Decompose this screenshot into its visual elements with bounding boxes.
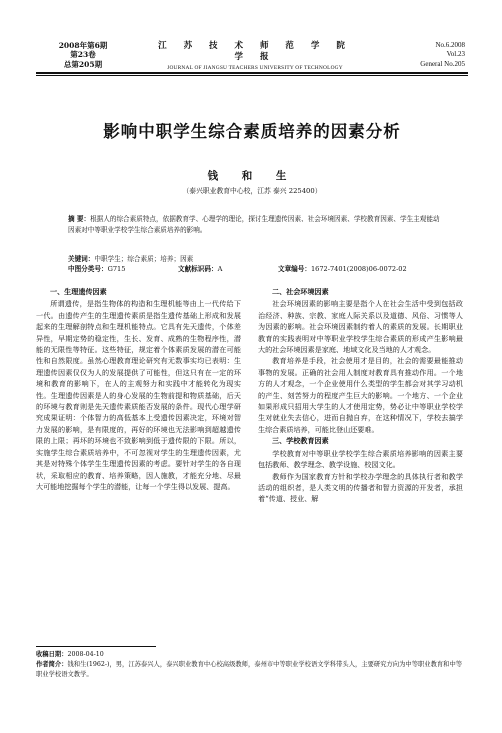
doc-code-label: 文献标识码： — [178, 265, 218, 273]
issue-general-no-en: General No.205 — [420, 59, 465, 68]
footnote — [36, 650, 468, 680]
section-heading-genetic: 一、生理遗传因素 — [50, 287, 107, 296]
author-bio-label: 作者简介： — [36, 661, 68, 668]
issue-no-en: No.6.2008 — [435, 41, 465, 49]
left-column — [36, 286, 241, 492]
received-value: 2008-04-10 — [67, 651, 104, 658]
abstract-label: 摘 要： — [68, 215, 91, 223]
journal-name-cn: 江 苏 技 术 师 范 学 院 学 报 — [158, 41, 352, 62]
paragraph: 学校教育对中等职业学校学生综合素质培养影响的因素主要包括教师、教学理念、教学设施、校园文化。 — [258, 448, 463, 470]
issue-vol-en: Vol.23 — [446, 50, 465, 59]
article-title: 影响中职学生综合素质培养的因素分析 — [103, 122, 401, 141]
doc-code-value: A — [217, 265, 223, 273]
footnote-rule — [36, 646, 156, 647]
abstract — [68, 214, 440, 236]
author-bio — [36, 660, 468, 680]
classification-line — [68, 264, 440, 274]
article-meta — [68, 254, 440, 274]
issue-info — [38, 41, 128, 69]
article-number-value: 1672-7401(2008)06-0072-02 — [310, 265, 407, 273]
section-heading-social: 二、社会环境因素 — [272, 287, 329, 296]
issue-info-en — [385, 41, 465, 69]
keywords-text: 中职学生；综合素质；培养；因素 — [94, 255, 194, 263]
header-rule-thin — [36, 75, 468, 76]
journal-name-en: JOURNAL OF JIANGSU TEACHERS UNIVERSITY OF TECHNOLOGY — [167, 65, 343, 71]
paragraph: 所谓遗传，是指生物体的构造和生理机能等由上一代传给下一代。由遗传产生的生理遗传素质是指生遗传基础上形成和发展起来的生理解剖特点和生理机能特点。它具有先天遗传，个体差异性，早期定势的稳定性，生长、发育、成熟的生物程序性，潜能的无限性等特征。这些特征，规定着个体素质发展的潜在可能性和自然限度。虽然心理教育理论研究有无数事实均已表明：生理遗传因素仅仅为人的发展提供了可能性，但这只有在一定的环境和教育的影响下，在人的主观努力和实践中才能转化为现实性。生理遗传因素是人的身心发展的生物前提和物质基础，后天的环境与教育则是先天遗传素质能否发展的条件。现代心理学研究成果证明：个体智力的高低基本上受遗传因素决定，环境对智力发展的影响，是有限度的，再好的环境也无法影响到超越遗传限的上限；再坏的环境也不致影响到低于遗传限的下限。所以，实施学生综合素质培养中，不可忽视对学生的生理遗传因素，尤其是对特殊个体学生生理遗传因素的考虑。要针对学生的各自现状，采取相应的教育、培养策略，因人施教，才能充分地、尽最大可能地挖掘每个学生的潜能，让每一个学生得以发展、提高。 — [36, 299, 241, 491]
journal-masthead — [150, 41, 360, 73]
section-heading-school: 三、学校教育因素 — [272, 436, 329, 446]
paragraph: 教师作为国家教育方针和学校办学理念的具体执行者和教学活动的组织者，是人类文明的传播者和智力资源的开发者，承担着“传道、授业、解 — [258, 471, 463, 504]
keywords-label: 关键词： — [68, 255, 95, 263]
clc-label: 中图分类号： — [68, 265, 108, 273]
keywords — [68, 254, 440, 264]
issue-total-number: 总第205期 — [63, 59, 103, 69]
paragraph: 教育培养是手段，社会使用才是目的，社会的需要最能推动事物的发展。正确的社会用人制度对教育具有推动作用。一个地方的人才观念，一个企业使用什么类型的学生都会对其学习动机的产生、刻苦努力的程度产生巨大的影响。一个地方、一个企业如果形成只招用大学生的人才使用定势，势必让中等职业学校学生对就业失去信心，进而自抛自弃，在这种情况下，学校去搞学生综合素质培养，可能比登山还要难。 — [258, 356, 463, 434]
received-date — [36, 650, 468, 660]
article-number-label: 文章编号： — [278, 265, 311, 273]
author-affiliation: （泰兴职业教育中心校，江苏 泰兴 225400） — [182, 187, 322, 195]
right-column — [258, 286, 463, 505]
received-label: 收稿日期： — [36, 651, 68, 658]
abstract-text: 根据人的综合素质特点，依据教育学、心理学的理论，探讨生理遗传因素、社会环境因素、学校教育因素、学生主观能动因素对中等职业学校学生综合素质培养的影响。 — [68, 215, 440, 234]
paragraph: 社会环境因素的影响主要是指个人在社会生活中受到包括政治经济、种族、宗教、家庭人际关系以及道德、风俗、习惯等人为因素的影响。社会环境因素制约着人的素质的发展。长期职业教育的实践表明对中等职业学校学生综合素质的形成产生影响最大的社会环境因素是家庭、地域文化及当地的人才观念。 — [258, 299, 463, 355]
author-bio-text: 钱和生(1962-)，男，江苏泰兴人，泰兴职业教育中心校高级教师，泰州市中等职业学校语文学科带头人，主要研究方向为中等职业教育和中等职业学校语文教学。 — [36, 661, 463, 678]
issue-volume: 第23卷 — [70, 50, 96, 60]
article-author: 钱 和 生 — [207, 170, 297, 182]
clc-value: G715 — [107, 265, 126, 273]
issue-year-number: 2008年第6期 — [58, 41, 108, 50]
header-rule-thick — [36, 72, 468, 74]
